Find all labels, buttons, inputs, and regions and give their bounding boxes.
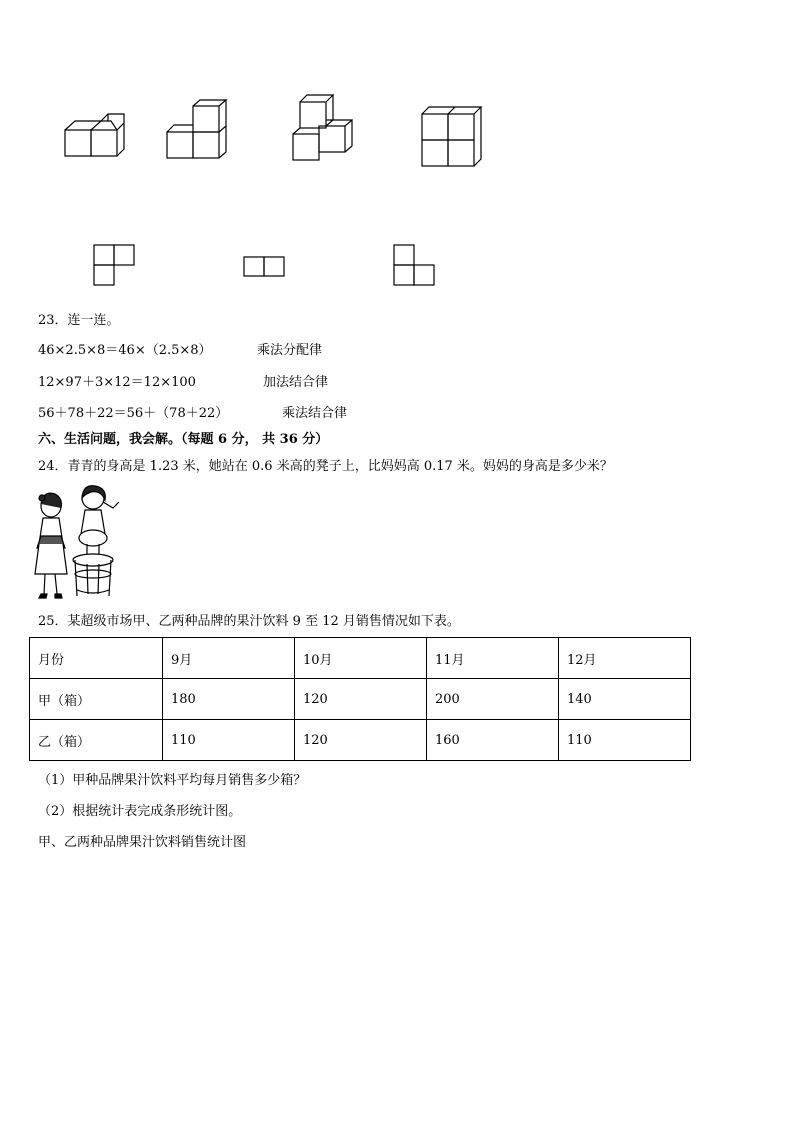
view-shape-2 — [243, 256, 287, 278]
q23-equation-1: 46×2.5×8＝46×（2.5×8） — [38, 343, 212, 358]
table-row — [30, 679, 691, 720]
table-cell: 乙（箱） — [30, 720, 163, 761]
table-header-cell: 10月 — [295, 638, 427, 679]
cube-figure-4 — [418, 104, 484, 170]
q25-sub1: （1）甲种品牌果汁饮料平均每月销售多少箱？ — [38, 773, 307, 788]
table-header-row — [30, 638, 691, 679]
table-cell: 110 — [559, 720, 691, 761]
table-header-cell: 12月 — [559, 638, 691, 679]
table-cell: 200 — [427, 679, 559, 720]
view-shape-1 — [93, 244, 137, 288]
q23-law-2: 加法结合律 — [263, 375, 329, 390]
q23-law-3: 乘法结合律 — [282, 406, 348, 421]
section-heading: 六、生活问题，我会解。（每题 6 分， 共 36 分） — [38, 432, 329, 447]
table-cell: 160 — [427, 720, 559, 761]
cube-figure-2 — [163, 98, 233, 162]
q23-law-1: 乘法分配律 — [257, 343, 323, 358]
cube-figure-1 — [60, 110, 130, 160]
table-cell: 甲（箱） — [30, 679, 163, 720]
table-row — [30, 720, 691, 761]
chart-title: 甲、乙两种品牌果汁饮料销售统计图 — [38, 835, 247, 850]
q23-equation-2: 12×97＋3×12＝12×100 — [38, 375, 196, 390]
girls-illustration — [33, 484, 125, 602]
cube-figure-3 — [289, 92, 363, 164]
q24-text: 24．青青的身高是 1.23 米，她站在 0.6 米高的凳子上，比妈妈高 0.17 米。妈妈的身高是多少米？ — [38, 459, 613, 474]
table-header-cell: 9月 — [163, 638, 295, 679]
table-header-cell: 11月 — [427, 638, 559, 679]
table-cell: 110 — [163, 720, 295, 761]
q25-text: 25．某超级市场甲、乙两种品牌的果汁饮料 9 至 12 月销售情况如下表。 — [38, 614, 460, 629]
table-header-cell: 月份 — [30, 638, 163, 679]
q23-title: 23．连一连。 — [38, 313, 120, 328]
q25-sub2: （2）根据统计表完成条形统计图。 — [38, 804, 242, 819]
table-cell: 140 — [559, 679, 691, 720]
table-cell: 120 — [295, 720, 427, 761]
view-shape-3 — [393, 244, 437, 288]
sales-table — [29, 637, 691, 761]
q23-equation-3: 56＋78＋22＝56＋（78＋22） — [38, 406, 229, 421]
table-cell: 180 — [163, 679, 295, 720]
table-cell: 120 — [295, 679, 427, 720]
